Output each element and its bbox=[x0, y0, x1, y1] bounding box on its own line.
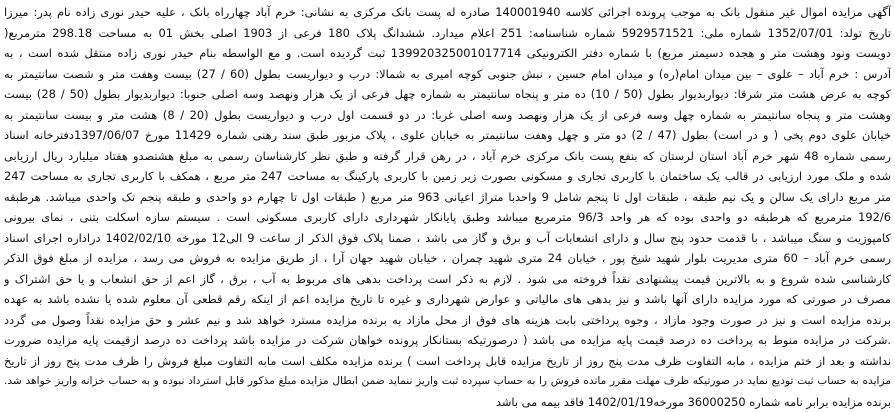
notice-line: کارشناسی شده شروع و به بالاترین قیمت پیشنهادی نقداً فروخته می شود . لازم به ذکر است پرداخت بدهی های مربوط به آب ، برق ، گاز اعم از حق انشعاب و یا حق اشتراک و bbox=[4, 269, 891, 290]
notice-line: کوچه به عرض هشت متر شرقا: دیواربدیوار بطول (50 / 10) ده متر و پنجاه سانتیمتر به شماره چهل فرعی از یک هزار ونهصد وسه اصلی جنوبا: دیواربدیوار بطول (50 / 28) بیست bbox=[4, 84, 891, 105]
notice-line: دویست ونود وهشت متر و هجده دسیمتر مربع) با شماره دفتر الکترونیکی 139920325001017714 ثبت گردیده است. و مع الواسطه بنام حیدر نوری زاده منتقل شده است ، به bbox=[4, 43, 891, 64]
notice-line: کامپوزیت و سنگ میباشد ، با قدمت حدود پنج سال و دارای انشعابات آب و برق و گاز می باشد ، ضمنا پلاک فوق الذکر از ساعت 9 الی12 مورخه 1402/02/10 دراداره اجرای اسناد bbox=[4, 228, 891, 249]
notice-line: شده و ملک مورد ارزیابی در قالب یک ساختمان با کاربری تجاری و مسکونی بصورت زیر زمین با کاربری پارکینگ به مساحت 247 متر مربع ، همکف با کاربری تجاری به مساحت 247 bbox=[4, 166, 891, 187]
notice-line: وهشت متر و پنجاه سانتیمتر به شماره چهل وسه فرعی از یک هزار ونهصد وسه اصلی غربا: در دو قسمت اول درب و دیواریست بطول (20 / 8) هشت متر و بیست سانتیمتر به bbox=[4, 105, 891, 126]
notice-line: مزایده به حساب ثبت تودیع نماید در صورتیکه ظرف مهلت مقرر مانده فروش را به حساب سپرده ثبت واریز ننماید ضمن ابطال مزایده مبلغ مذکور قابل استرداد نبوده و به حساب خزانه واریز خواهد شد. bbox=[4, 371, 891, 392]
notice-line: .شرکت در مزایده منوط به پرداخت ده درصد قیمت پایه مزایده می باشد ( درصورتیکه بستانکار پرونده خواهان شرکت در مزایده باشد پرداخت ده درصد ازقیمت پایه مزایده ضرورت bbox=[4, 330, 891, 351]
notice-line: برنده مزایده برابر نامه شماره 36000250 مورخه1402/01/19 فاقد بیمه می باشد bbox=[4, 392, 891, 412]
notice-line: متر مربع دارای یک سالن و یک نیم طبقه ، طبقات اول تا پنجم شامل 9 واحدبا متراژ اعیانی 963 متر مربع ( طبقات اول تا چهارم دو واحدی و طبقه پنجم تک واحدی میباشد. هرطبقه bbox=[4, 187, 891, 208]
notice-line: رسمی شماره 48 شهر خرم آباد استان لرستان که بنفع پست بانک مرکزی خرم آباد ، در رهن قرار گرفته و طبق نظر کارشناسان رسمی به مبلغ هشتصدو هفتاد میلیارد ریال ارزیابی bbox=[4, 146, 891, 167]
notice-line: رسمی خرم آباد – 60 متری مدیریت بلوار شهید شیخ پور ، خیابان 24 متری شهید چمران ، خیابان شهید جهان آرا ، از طریق مزایده به فروش می رسد ، مزایده از مبلغ فوق الذکر bbox=[4, 248, 891, 269]
notice-line: نداشته و بعد از ختم مزایده ، مابه التفاوت ظرف مدت پنج روز از تاریخ مزایده قابل پرداخت است ) برنده مزایده مکلف است مابه التفاوت مبلغ فروش را ظرف مدت پنج روز از تاریخ bbox=[4, 351, 891, 372]
notice-line: 192/6 مترمربع که هرطبقه دو واحدی بوده که هر واحد 96/3 مترمربع میباشد وطبق پایانکار شهرداری دارای کاربری مسکونی است . سیستم سازه اسکلت بتنی ، نمای بیرونی bbox=[4, 207, 891, 228]
notice-line: برنده مزایده است و نیز در صورت وجود مازاد ، وجوه پرداختی بابت هزینه های فوق از محل مازاد به برنده مزایده مسترد خواهد شد و نیم عشر و حق مزایده نقداً وصول می گردد bbox=[4, 310, 891, 331]
notice-line: آدرس : خرم آباد – علوی – بین میدان امام(ره) و میدان امام حسین ، نبش جنوبی کوچه امیری به شمالا: درب و دیواریست بطول (60 / 27) بیست وهفت متر و شصت سانتیمتر به bbox=[4, 64, 891, 85]
notice-line: آگهی مزایده اموال غیر منقول بانک به موجب پرونده اجرائی کلاسه 140001940 صادره له پست بانک مرکزی به نشانی: خرم آباد چهارراه بانک ، علیه حیدر نوری زاده نام پدر: میرزا bbox=[4, 2, 891, 23]
notice-line: خیابان علوی دوم پخی ( و در است) بطول (47 / 2) دو متر و چهل وهفت سانتیمتر به خیابان علوی ، پلاک مزبور طبق سند رهنی شماره 11429 مورخ 1397/06/07دفترخانه اسناد bbox=[4, 125, 891, 146]
notice-line: تاریخ تولد: 1352/07/01 شماره ملی: 5929571521 شماره شناسنامه: 251 اعلام میدارد. ششدانگ پلاک 180 فرعی از 1903 اصلی بخش 01 به مساحت 298.18 مترمربع( bbox=[4, 23, 891, 44]
notice-line: مصرف در صورتی که مورد مزایده دارای آنها باشد و نیز بدهی های مالیاتی و عوارض شهرداری و غیره تا تاریخ مزایده اعم از اینکه رقم قطعی آن معلوم شده یا نشده باشد به عهده bbox=[4, 289, 891, 310]
